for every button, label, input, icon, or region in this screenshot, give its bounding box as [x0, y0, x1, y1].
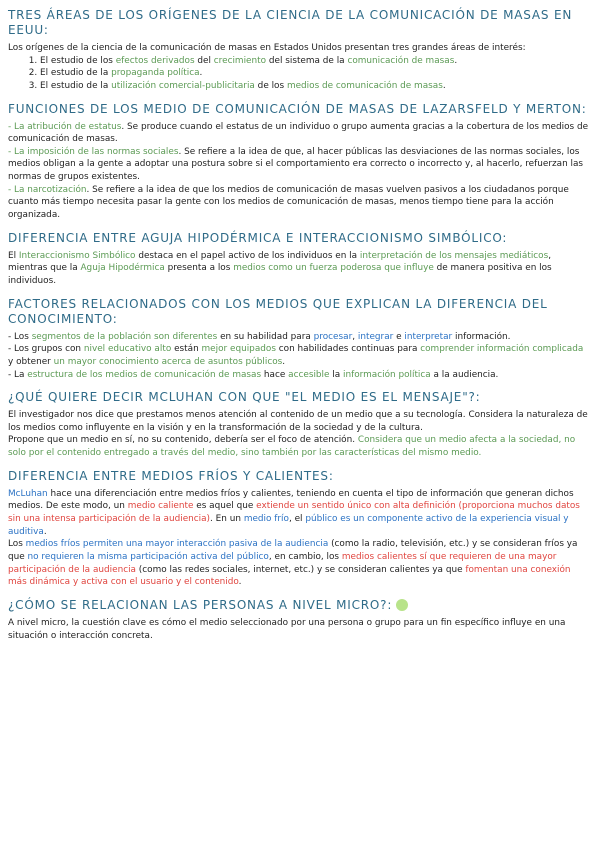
medios-paragraph-2: Los medios fríos permiten una mayor interacción pasiva de la audiencia (como la radio, televisión, etc.) y se consideran fríos ya que no requieren la misma participación activa del público, en cambio, los medios calientes sí que requieren de una mayor participación de la audiencia (como las redes sociales, internet, etc.) y se consideran calientes ya que fomentan una conexión más dinámica y activa con el usuario y el contenido. [8, 539, 578, 588]
aguja-paragraph: El Interaccionismo Simbólico destaca en el papel activo de los individuos en la interpretación de los mensajes mediáticos, mientras que la Aguja Hipodérmica presenta a los medios como un fuerza poderosa que influye de manera positiva en los individuos. [8, 250, 552, 286]
micro-paragraph: A nivel micro, la cuestión clave es cómo el medio seleccionado por una persona o grupo para un fin específico influye en una situación o interacción concreta. [8, 617, 566, 641]
mcluhan-paragraph-2: Propone que un medio en sí, no su contenido, debería ser el foco de atención. Considera que un medio afecta a la sociedad, no solo por el contenido entregado a través del medio, sino también por las características del mismo medio. [8, 435, 576, 459]
mcluhan-paragraph-1: El investigador nos dice que prestamos menos atención al contenido de un medio que a su tecnología. Considera la naturaleza de los medios como influyente en la visión y en la transformación de la sociedad y de la cultura. [8, 410, 588, 433]
funcion-estatus: - La atribución de estatus. Se produce cuando el estatus de un individuo o grupo aumenta gracias a la cobertura de los medios de comunicación de masas. [8, 121, 589, 145]
factor-estructura: - La estructura de los medios de comunicación de masas hace accesible la información política a la audiencia. [8, 369, 499, 380]
section-title-origenes: TRES ÁREAS DE LOS ORÍGENES DE LA CIENCIA DE LA COMUNICACIÓN DE MASAS EN EEUU: [8, 8, 573, 37]
section-title-mcluhan: ¿QUÉ QUIERE DECIR MCLUHAN CON QUE "EL MEDIO ES EL MENSAJE"?: [8, 390, 481, 405]
factor-segmentos: - Los segmentos de la población son diferentes en su habilidad para procesar, integrar e interpretar información. [8, 331, 511, 342]
list-item: 1. El estudio de los efectos derivados del crecimiento del sistema de la comunicación de masas. [40, 55, 590, 68]
list-item: 2. El estudio de la propaganda política. [40, 67, 590, 80]
section-title-aguja: DIFERENCIA ENTRE AGUJA HIPODÉRMICA E INTERACCIONISMO SIMBÓLICO: [8, 230, 508, 245]
funcion-narcotizacion: - La narcotización. Se refiere a la idea de que los medios de comunicación de masas vuelven pasivos a los ciudadanos porque cuanto más tiempo necesita pasar la gente con los medios de comunicación de masas, menos tiempo tiene para la acción organizada. [8, 184, 569, 221]
section-title-medios: DIFERENCIA ENTRE MEDIOS FRÍOS Y CALIENTES: [8, 468, 334, 483]
green-dot-icon [396, 599, 408, 611]
medios-paragraph-1: McLuhan hace una diferenciación entre medios fríos y calientes, teniendo en cuenta el tipo de información que generan dichos medios. De este modo, un medio caliente es aquel que extiende un sentido único con alta definición (proporciona muchos datos sin una intensa participación de la audiencia). En un medio frío, el público es un componente activo de la experiencia visual y auditiva. [8, 488, 580, 537]
funcion-normas: - La imposición de las normas sociales. Se refiere a la idea de que, al hacer públicas las desviaciones de las normas sociales, los medios obligan a la gente a adoptar una postura sobre si el comportamiento era correcto o incorrecto y, al hacerlo, refuerzan las normas de grupos existentes. [8, 146, 584, 183]
list-item: 3. El estudio de la utilización comercial-publicitaria de los medios de comunicación de masas. [40, 80, 590, 93]
origenes-intro: Los orígenes de la ciencia de la comunicación de masas en Estados Unidos presentan tres grandes áreas de interés: [8, 43, 526, 53]
section-title-factores: FACTORES RELACIONADOS CON LOS MEDIOS QUE EXPLICAN LA DIFERENCIA DEL CONOCIMIENTO: [8, 296, 548, 326]
section-title-funciones: FUNCIONES DE LOS MEDIO DE COMUNICACIÓN DE MASAS DE LAZARSFELD Y MERTON: [8, 101, 587, 116]
factor-educacion: - Los grupos con nivel educativo alto están mejor equipados con habilidades continuas para comprender información complicada y obtener un mayor conocimiento acerca de asuntos públicos. [8, 344, 584, 367]
origenes-list [8, 55, 590, 93]
section-title-micro: ¿CÓMO SE RELACIONAN LAS PERSONAS A NIVEL MICRO?: [8, 598, 590, 613]
